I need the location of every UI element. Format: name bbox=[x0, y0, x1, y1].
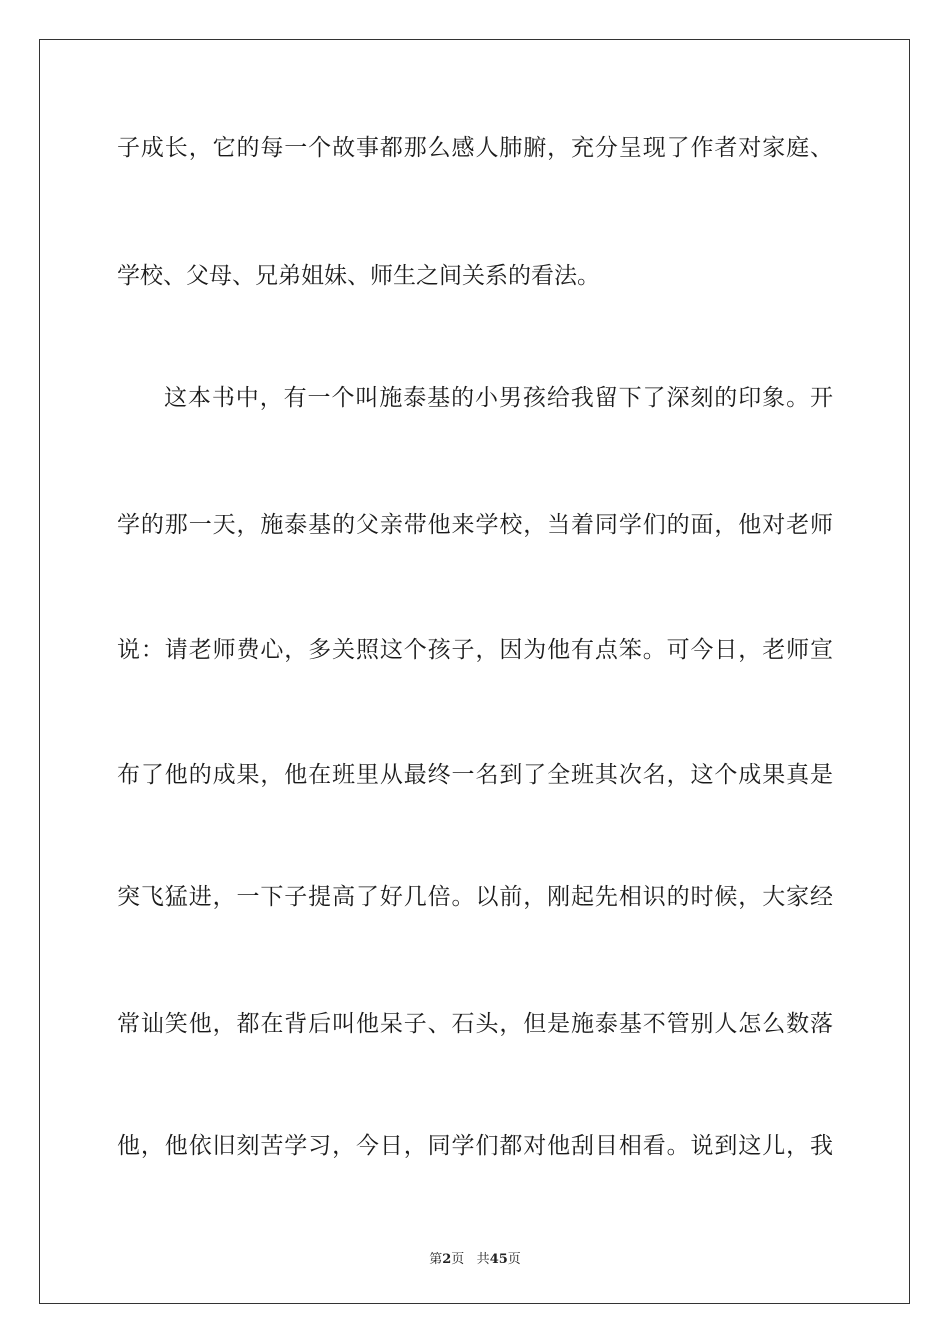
paragraph-line-1: 子成长，它的每一个故事都那么感人肺腑，充分呈现了作者对家庭、 bbox=[117, 135, 833, 161]
total-prefix: 共 bbox=[476, 1252, 490, 1267]
page-number: 2 bbox=[442, 1252, 452, 1267]
paragraph-line-5: 说：请老师费心，多关照这个孩子，因为他有点笨。可今日，老师宣 bbox=[117, 637, 833, 663]
paragraph-line-7: 突飞猛进，一下子提高了好几倍。以前，刚起先相识的时候，大家经 bbox=[117, 884, 833, 910]
paragraph-line-3: 这本书中，有一个叫施泰基的小男孩给我留下了深刻的印象。开 bbox=[164, 385, 833, 411]
page-suffix: 页 bbox=[451, 1252, 465, 1267]
page-footer bbox=[0, 1248, 950, 1267]
total-pages: 45 bbox=[489, 1252, 508, 1267]
paragraph-line-9: 他，他依旧刻苦学习，今日，同学们都对他刮目相看。说到这儿，我 bbox=[117, 1133, 833, 1159]
paragraph-line-2: 学校、父母、兄弟姐妹、师生之间关系的看法。 bbox=[117, 263, 600, 289]
paragraph-line-4: 学的那一天，施泰基的父亲带他来学校，当着同学们的面，他对老师 bbox=[117, 512, 833, 538]
paragraph-line-8: 常讪笑他，都在背后叫他呆子、石头，但是施泰基不管别人怎么数落 bbox=[117, 1011, 833, 1037]
page-border bbox=[39, 39, 910, 1304]
total-suffix: 页 bbox=[507, 1252, 521, 1267]
page-prefix: 第 bbox=[429, 1252, 443, 1267]
paragraph-line-6: 布了他的成果，他在班里从最终一名到了全班其次名，这个成果真是 bbox=[117, 762, 833, 788]
